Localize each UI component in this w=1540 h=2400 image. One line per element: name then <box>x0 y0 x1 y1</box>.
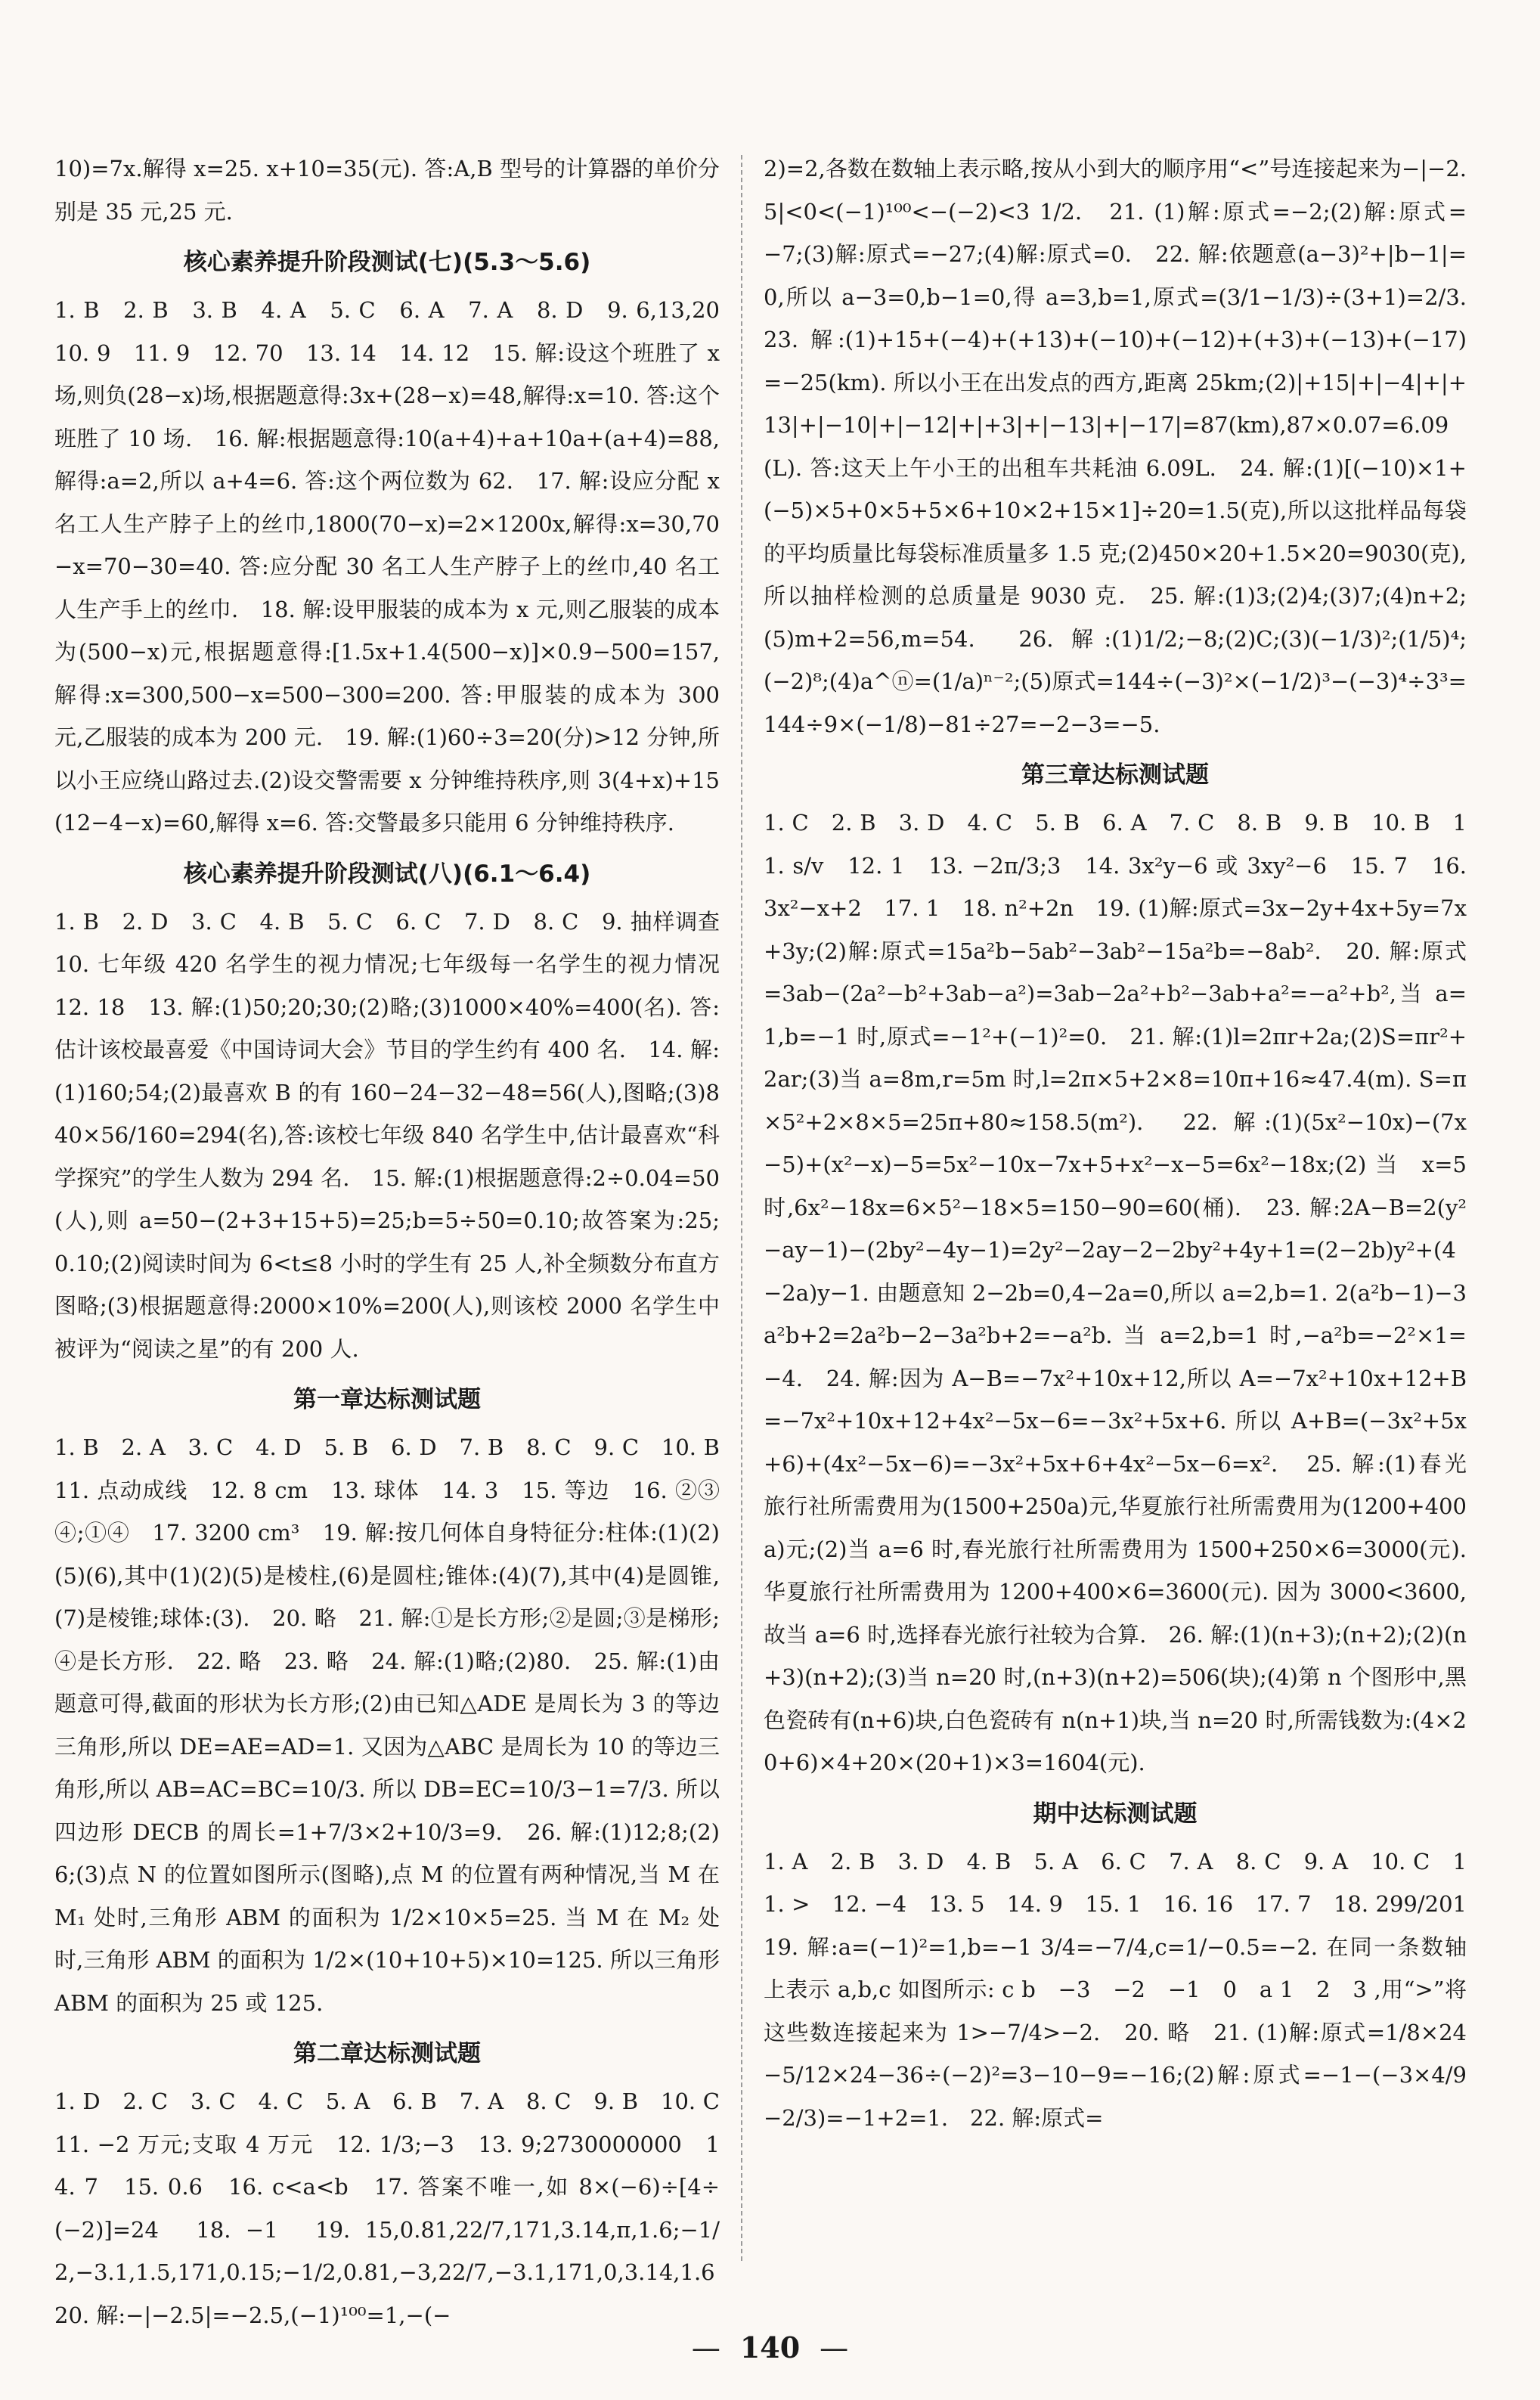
left-answer-paragraph: 1. D 2. C 3. C 4. C 5. A 6. B 7. A 8. C 9. B 10. C 11. −2 万元;支取 4 万元 12. 1/3;−3 13. 9;2730000000 14. 7 15. 0.6 16. c<a<b 17. 答案不唯一,如 8×(−6)÷[4÷(−2)]=24 18. −1 19. 15,0.81,22/7,171,3.14,π,1.6;−1/2,−3.1,1.5,171,0.15;−1/2,0.81,−3,22/7,−3.1,171,0,3.14,1.6 20. 解:−|−2.5|=−2.5,(−1)¹⁰⁰=1,−(− <box>54 2088 742 2328</box>
left-section-title: 第一章达标测试题 <box>293 1386 481 1413</box>
left-answer-paragraph: 10)=7x.解得 x=25. x+10=35(元). 答:A,B 型号的计算器的单价分别是 35 元,25 元. <box>54 156 720 225</box>
left-section-title: 核心素养提升阶段测试(七)(5.3～5.6) <box>183 249 591 276</box>
page-number-value: 140 <box>739 2330 801 2364</box>
left-answer-paragraph: 1. B 2. A 3. C 4. D 5. B 6. D 7. B 8. C 9. C 10. B 11. 点动成线 12. 8 cm 13. 球体 14. 3 15. 等边 16. ②③④;①④ 17. 3200 cm³ 19. 解:按几何体自身特征分:柱体:(1)(2)(5)(6),其中(1)(2)(5)是棱柱,(6)是圆柱;锥体:(4)(7),其中(4)是圆锥,(7)是棱锥;球体:(3). 20. 略 21. 解:①是长方形;②是圆;③是梯形;④是长方形. 22. 略 23. 略 24. 解:(1)略;(2)80. 25. 解:(1)由题意可得,截面的形状为长方形;(2)由已知△ADE 是周长为 3 的等边三角形,所以 DE=AE=AD=1. 又因为△ABC 是周长为 10 的等边三角形,所以 AB=AC=BC=10/3. 所以 DB=EC=10/3−1=7/3. 所以四边形 DECB 的周长=1+7/3×2+10/3=9. 26. 解:(1)12;8;(2)6;(3)点 N 的位置如图所示(图略),点 M 的位置有两种情况,当 M 在 M₁ 处时,三角形 ABM 的面积为 1/2×10×5=25. 当 M 在 M₂ 处时,三角形 ABM 的面积为 1/2×(10+10+5)×10=125. 所以三角形 ABM 的面积为 25 或 125. <box>54 1434 742 2016</box>
page-number-dash-right: — <box>820 2331 849 2364</box>
page-number-dash-left: — <box>691 2331 720 2364</box>
left-section-title: 核心素养提升阶段测试(八)(6.1～6.4) <box>183 860 591 888</box>
right-answer-paragraph: 1. C 2. B 3. D 4. C 5. B 6. A 7. C 8. B 9. B 10. B 11. s/v 12. 1 13. −2π/3;3 14. 3x²y−6 或 3xy²−6 15. 7 16. 3x²−x+2 17. 1 18. n²+2n 19. (1)解:原式=3x−2y+4x+5y=7x+3y;(2)解:原式=15a²b−5ab²−3ab²−15a²b=−8ab². 20. 解:原式=3ab−(2a²−b²+3ab−a²)=3ab−2a²+b²−3ab+a²=−a²+b²,当 a=1,b=−1 时,原式=−1²+(−1)²=0. 21. 解:(1)l=2πr+2a;(2)S=πr²+2ar;(3)当 a=8m,r=5m 时,l=2π×5+2×8=10π+16≈47.4(m). S=π×5²+2×8×5=25π+80≈158.5(m²). 22. 解:(1)(5x²−10x)−(7x−5)+(x²−x)−5=5x²−10x−7x+5+x²−x−5=6x²−18x;(2)当 x=5 时,6x²−18x=6×5²−18×5=150−90=60(桶). 23. 解:2A−B=2(y²−ay−1)−(2by²−4y−1)=2y²−2ay−2−2by²+4y+1=(2−2b)y²+(4−2a)y−1. 由题意知 2−2b=0,4−2a=0,所以 a=2,b=1. 2(a²b−1)−3a²b+2=2a²b−2−3a²b+2=−a²b. 当 a=2,b=1 时,−a²b=−2²×1=−4. 24. 解:因为 A−B=−7x²+10x+12,所以 A=−7x²+10x+12+B=−7x²+10x+12+4x²−5x−6=−3x²+5x+6. 所以 A+B=(−3x²+5x+6)+(4x²−5x−6)=−3x²+5x+6+4x²−5x−6=x². 25. 解:(1)春光旅行社所需费用为(1500+250a)元,华夏旅行社所需费用为(1200+400a)元;(2)当 a=6 时,春光旅行社所需费用为 1500+250×6=3000(元). 华夏旅行社所需费用为 1200+400×6=3600(元). 因为 3000<3600,故当 a=6 时,选择春光旅行社较为合算. 26. 解:(1)(n+3);(n+2);(2)(n+3)(n+2);(3)当 n=20 时,(n+3)(n+2)=506(块);(4)第 n 个图形中,黑色瓷砖有(n+6)块,白色瓷砖有 n(n+1)块,当 n=20 时,所需钱数为:(4×20+6)×4+20×(20+1)×3=1604(元). <box>764 810 1467 1775</box>
page-number <box>0 2330 1540 2364</box>
right-answer-paragraph: 2)=2,各数在数轴上表示略,按从小到大的顺序用“<”号连接起来为−|−2.5|<0<(−1)¹⁰⁰<−(−2)<3 1/2. 21. (1)解:原式=−2;(2)解:原式=−7;(3)解:原式=−27;(4)解:原式=0. 22. 解:依题意(a−3)²+|b−1|=0,所以 a−3=0,b−1=0,得 a=3,b=1,原式=(3/1−1/3)÷(3+1)=2/3. 23. 解:(1)+15+(−4)+(+13)+(−10)+(−12)+(+3)+(−13)+(−17)=−25(km). 所以小王在出发点的西方,距离 25km;(2)|+15|+|−4|+|+13|+|−10|+|−12|+|+3|+|−13|+|−17|=87(km),87×0.07=6.09(L). 答:这天上午小王的出租车共耗油 6.09L. 24. 解:(1)[(−10)×1+(−5)×5+0×5+5×6+10×2+15×1]÷20=1.5(克),所以这批样品每袋的平均质量比每袋标准质量多 1.5 克;(2)450×20+1.5×20=9030(克),所以抽样检测的总质量是 9030 克. 25. 解:(1)3;(2)4;(3)7;(4)n+2;(5)m+2=56,m=54. 26. 解:(1)1/2;−8;(2)C;(3)(−1/3)²;(1/5)⁴;(−2)⁸;(4)a^ⓝ=(1/a)ⁿ⁻²;(5)原式=144÷(−3)²×(−1/2)³−(−3)⁴÷3³=144÷9×(−1/8)−81÷27=−2−3=−5. <box>764 156 1489 737</box>
right-section-title: 期中达标测试题 <box>1033 1800 1198 1828</box>
left-section-title: 第二章达标测试题 <box>293 2040 481 2067</box>
right-answer-paragraph: 1. A 2. B 3. D 4. B 5. A 6. C 7. A 8. C 9. A 10. C 11. > 12. −4 13. 5 14. 9 15. 1 16. 16 17. 7 18. 299/201 19. 解:a=(−1)²=1,b=−1 3/4=−7/4,c=1/−0.5=−2. 在同一条数轴上表示 a,b,c 如图所示: c b −3 −2 −1 0 a 1 2 3 ,用“>”将这些数连接起来为 1>−7/4>−2. 20. 略 21. (1)解:原式=1/8×24−5/12×24−36÷(−2)²=3−10−9=−16;(2)解:原式=−1−(−3×4/9−2/3)=−1+2=1. 22. 解:原式= <box>764 1848 1489 2131</box>
right-section-title: 第三章达标测试题 <box>1021 761 1209 789</box>
left-answer-paragraph: 1. B 2. D 3. C 4. B 5. C 6. C 7. D 8. C 9. 抽样调查 10. 七年级 420 名学生的视力情况;七年级每一名学生的视力情况 12. 18 13. 解:(1)50;20;30;(2)略;(3)1000×40%=400(名). 答:估计该校最喜爱《中国诗词大会》节目的学生约有 400 名. 14. 解:(1)160;54;(2)最喜欢 B 的有 160−24−32−48=56(人),图略;(3)840×56/160=294(名),答:该校七年级 840 名学生中,估计最喜欢“科学探究”的学生人数为 294 名. 15. 解:(1)根据题意得:2÷0.04=50(人),则 a=50−(2+3+15+5)=25;b=5÷50=0.10;故答案为:25;0.10;(2)阅读时间为 6<t≤8 小时的学生有 25 人,补全频数分布直方图略;(3)根据题意得:2000×10%=200(人),则该校 2000 名学生中被评为“阅读之星”的有 200 人. <box>54 908 742 1362</box>
right-column <box>764 147 1489 2139</box>
left-column <box>54 147 742 2336</box>
left-answer-paragraph: 1. B 2. B 3. B 4. A 5. C 6. A 7. A 8. D 9. 6,13,20 10. 9 11. 9 12. 70 13. 14 14. 12 15. 解:设这个班胜了 x 场,则负(28−x)场,根据题意得:3x+(28−x)=48,解得:x=10. 答:这个班胜了 10 场. 16. 解:根据题意得:10(a+4)+a+10a+(a+4)=88,解得:a=2,所以 a+4=6. 答:这个两位数为 62. 17. 解:设应分配 x 名工人生产脖子上的丝巾,1800(70−x)=2×1200x,解得:x=30,70−x=70−30=40. 答:应分配 30 名工人生产脖子上的丝巾,40 名工人生产手上的丝巾. 18. 解:设甲服装的成本为 x 元,则乙服装的成本为(500−x)元,根据题意得:[1.5x+1.4(500−x)]×0.9−500=157,解得:x=300,500−x=500−300=200. 答:甲服装的成本为 300 元,乙服装的成本为 200 元. 19. 解:(1)60÷3=20(分)>12 分钟,所以小王应绕山路过去.(2)设交警需要 x 分钟维持秩序,则 3(4+x)+15(12−4−x)=60,解得 x=6. 答:交警最多只能用 6 分钟维持秩序. <box>54 297 742 836</box>
column-divider <box>741 155 742 2261</box>
